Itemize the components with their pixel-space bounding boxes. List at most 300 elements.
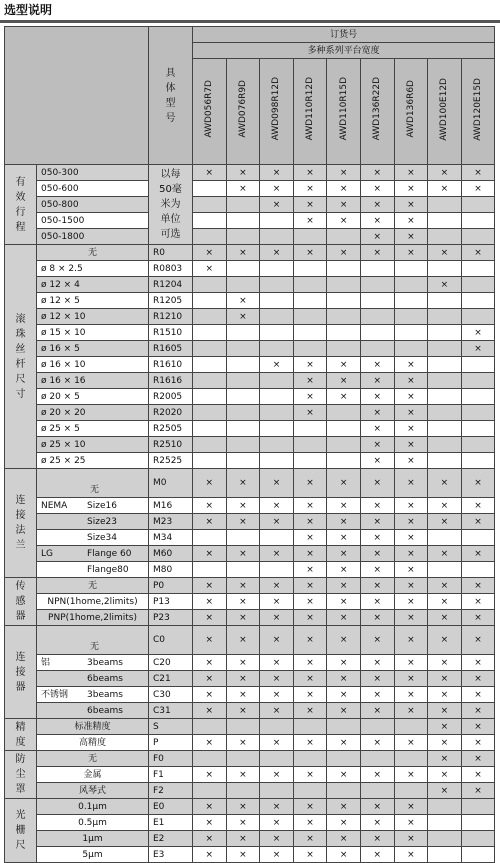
compat-cell — [260, 783, 294, 799]
compat-cell: × — [327, 514, 361, 530]
compat-cell: × — [428, 578, 462, 594]
compat-cell: × — [193, 165, 227, 181]
compat-cell: × — [360, 546, 394, 562]
code-note-line: 可选 — [160, 229, 181, 240]
table-row — [5, 341, 495, 357]
option-name — [37, 687, 149, 703]
compat-cell — [226, 325, 260, 341]
compat-cell: × — [394, 671, 428, 687]
table-row — [5, 498, 495, 514]
compat-cell — [428, 453, 462, 469]
compat-cell — [360, 751, 394, 767]
compat-cell: × — [293, 610, 327, 626]
compat-cell — [461, 437, 495, 453]
group-label-char: 杆 — [15, 358, 26, 370]
compat-cell — [428, 437, 462, 453]
compat-cell — [461, 357, 495, 373]
compat-cell: × — [461, 594, 495, 610]
compat-cell: × — [428, 767, 462, 783]
compat-cell: × — [394, 373, 428, 389]
compat-cell: × — [394, 610, 428, 626]
compat-cell: × — [226, 546, 260, 562]
table-row — [5, 389, 495, 405]
compat-cell — [293, 783, 327, 799]
table-row — [5, 373, 495, 389]
compat-cell: × — [260, 767, 294, 783]
compat-cell — [260, 229, 294, 245]
compat-cell — [193, 341, 227, 357]
compat-cell: × — [360, 357, 394, 373]
compat-cell: × — [461, 751, 495, 767]
compat-cell — [193, 783, 227, 799]
compat-cell: × — [428, 626, 462, 655]
model-name: AWD110R12D — [305, 77, 316, 141]
compat-cell: × — [327, 703, 361, 719]
compat-cell: × — [461, 325, 495, 341]
compat-cell — [260, 309, 294, 325]
compat-cell — [327, 341, 361, 357]
compat-cell: × — [394, 578, 428, 594]
compat-cell — [327, 293, 361, 309]
compat-cell — [461, 847, 495, 863]
compat-cell: × — [293, 245, 327, 261]
option-code: M34 — [149, 530, 193, 546]
compat-cell — [360, 325, 394, 341]
compat-cell — [394, 719, 428, 735]
compat-cell: × — [360, 514, 394, 530]
group-label-char: 滚 — [15, 313, 26, 325]
compat-cell: × — [293, 373, 327, 389]
compat-cell: × — [394, 767, 428, 783]
compat-cell: × — [360, 165, 394, 181]
table-row — [5, 261, 495, 277]
group-label-char: 感 — [15, 596, 26, 607]
compat-cell — [226, 261, 260, 277]
option-label: 无 — [37, 578, 149, 594]
compat-cell — [327, 421, 361, 437]
compat-cell — [193, 389, 227, 405]
compat-cell: × — [260, 626, 294, 655]
compat-cell: × — [226, 831, 260, 847]
compat-cell: × — [327, 671, 361, 687]
compat-cell: × — [193, 815, 227, 831]
compat-cell: × — [327, 578, 361, 594]
compat-cell: × — [260, 815, 294, 831]
compat-cell — [226, 719, 260, 735]
compat-cell: × — [260, 610, 294, 626]
compat-cell: × — [394, 626, 428, 655]
table-row — [5, 514, 495, 530]
compat-cell — [461, 815, 495, 831]
model-column-header — [461, 59, 495, 165]
compat-cell: × — [226, 309, 260, 325]
option-code: M0 — [149, 469, 193, 498]
compat-cell: × — [360, 421, 394, 437]
compat-cell: × — [293, 181, 327, 197]
option-label: ø 16 × 10 — [37, 357, 149, 373]
group-label-char: 器 — [15, 611, 26, 622]
compat-cell — [461, 309, 495, 325]
code-note-line: 50毫 — [159, 184, 182, 195]
compat-cell — [260, 373, 294, 389]
compat-cell — [293, 437, 327, 453]
compat-cell — [226, 562, 260, 578]
compat-cell: × — [360, 181, 394, 197]
compat-cell: × — [394, 437, 428, 453]
compat-cell — [428, 847, 462, 863]
group-label-char: 尺 — [15, 373, 26, 385]
compat-cell: × — [293, 735, 327, 751]
compat-cell: × — [327, 735, 361, 751]
compat-cell — [193, 309, 227, 325]
compat-cell: × — [428, 498, 462, 514]
compat-cell — [293, 229, 327, 245]
option-label: ø 25 × 25 — [37, 453, 149, 469]
compat-cell: × — [226, 181, 260, 197]
compat-cell — [428, 293, 462, 309]
compat-cell — [293, 341, 327, 357]
option-label: 5μm — [37, 847, 149, 863]
compat-cell: × — [394, 421, 428, 437]
compat-cell: × — [428, 469, 462, 498]
compat-cell — [193, 213, 227, 229]
option-code: F1 — [149, 767, 193, 783]
compat-cell — [226, 341, 260, 357]
option-label: ø 20 × 5 — [37, 389, 149, 405]
model-name: AWD100E12D — [439, 77, 450, 141]
table-row — [5, 671, 495, 687]
compat-cell — [193, 421, 227, 437]
compat-cell — [327, 405, 361, 421]
compat-cell: × — [461, 655, 495, 671]
option-label: ø 20 × 20 — [37, 405, 149, 421]
compat-cell: × — [193, 671, 227, 687]
option-label: Size34 — [87, 532, 117, 543]
compat-cell: × — [360, 767, 394, 783]
compat-cell — [428, 421, 462, 437]
compat-cell: × — [360, 229, 394, 245]
compat-cell — [293, 421, 327, 437]
compat-cell — [226, 751, 260, 767]
compat-cell — [327, 261, 361, 277]
compat-cell — [293, 293, 327, 309]
compat-cell: × — [260, 498, 294, 514]
group-label — [5, 799, 37, 863]
table-row — [5, 578, 495, 594]
code-note-line: 以每 — [160, 169, 181, 180]
compat-cell — [327, 229, 361, 245]
model-column-header — [226, 59, 260, 165]
compat-cell: × — [394, 213, 428, 229]
compat-cell — [226, 530, 260, 546]
compat-cell — [327, 325, 361, 341]
option-name — [37, 655, 149, 671]
option-label: ø 16 × 5 — [37, 341, 149, 357]
option-sub-label: LG — [41, 548, 53, 559]
compat-cell: × — [394, 498, 428, 514]
group-label — [5, 469, 37, 578]
compat-cell: × — [360, 389, 394, 405]
option-label: 050-300 — [37, 165, 149, 181]
compat-cell — [461, 453, 495, 469]
option-label: 6beams — [87, 673, 123, 684]
compat-cell: × — [360, 530, 394, 546]
model-name: AWD098R12D — [271, 77, 282, 141]
compat-cell: × — [428, 719, 462, 735]
compat-cell — [193, 277, 227, 293]
compat-cell: × — [461, 783, 495, 799]
option-code: R1510 — [149, 325, 193, 341]
table-row — [5, 405, 495, 421]
option-label: 标准精度 — [37, 719, 149, 735]
compat-cell: × — [193, 514, 227, 530]
option-code: C30 — [149, 687, 193, 703]
compat-cell — [260, 261, 294, 277]
compat-cell: × — [360, 671, 394, 687]
compat-cell — [461, 293, 495, 309]
option-sub-label: NEMA — [41, 500, 68, 511]
option-code: E2 — [149, 831, 193, 847]
compat-cell — [428, 373, 462, 389]
compat-cell: × — [293, 671, 327, 687]
compat-cell: × — [226, 799, 260, 815]
compat-cell: × — [193, 655, 227, 671]
option-code: R2505 — [149, 421, 193, 437]
compat-cell: × — [293, 626, 327, 655]
table-row — [5, 469, 495, 498]
option-label: Size23 — [87, 516, 117, 527]
compat-cell: × — [461, 165, 495, 181]
compat-cell: × — [394, 530, 428, 546]
compat-cell — [293, 453, 327, 469]
option-code: M16 — [149, 498, 193, 514]
compat-cell: × — [293, 514, 327, 530]
compat-cell — [327, 719, 361, 735]
compat-cell: × — [260, 735, 294, 751]
group-label-char: 效 — [15, 191, 26, 203]
group-label-char: 兰 — [15, 540, 26, 551]
header-row — [5, 27, 495, 43]
group-label — [5, 245, 37, 469]
compat-cell: × — [260, 799, 294, 815]
compat-cell: × — [260, 687, 294, 703]
group-label-char: 有 — [15, 176, 26, 188]
option-label: 3beams — [87, 657, 123, 668]
compat-cell: × — [260, 245, 294, 261]
compat-cell: × — [461, 626, 495, 655]
table-row — [5, 594, 495, 610]
compat-cell: × — [327, 197, 361, 213]
compat-cell — [461, 562, 495, 578]
option-code: M80 — [149, 562, 193, 578]
table-row — [5, 655, 495, 671]
model-column-header — [360, 59, 394, 165]
compat-cell — [293, 261, 327, 277]
compat-cell — [260, 530, 294, 546]
option-code: C20 — [149, 655, 193, 671]
compat-cell: × — [193, 703, 227, 719]
compat-cell: × — [394, 245, 428, 261]
compat-cell — [461, 229, 495, 245]
option-code: F0 — [149, 751, 193, 767]
compat-cell: × — [193, 847, 227, 863]
compat-cell — [260, 213, 294, 229]
table-row — [5, 847, 495, 863]
table-row — [5, 421, 495, 437]
compat-cell — [226, 389, 260, 405]
table-row — [5, 735, 495, 751]
compat-cell: × — [260, 469, 294, 498]
compat-cell — [360, 261, 394, 277]
compat-cell — [428, 405, 462, 421]
table-row — [5, 197, 495, 213]
compat-cell — [461, 389, 495, 405]
compat-cell: × — [193, 498, 227, 514]
page-title: 选型说明 — [4, 3, 53, 17]
compat-cell — [260, 562, 294, 578]
compat-cell — [428, 213, 462, 229]
model-column-header — [193, 59, 227, 165]
compat-cell: × — [360, 562, 394, 578]
option-label: 风琴式 — [37, 783, 149, 799]
compat-cell: × — [260, 594, 294, 610]
compat-cell: × — [327, 815, 361, 831]
compat-cell: × — [260, 831, 294, 847]
compat-cell — [260, 325, 294, 341]
compat-cell — [327, 751, 361, 767]
option-label: 无 — [89, 485, 99, 495]
option-code: E1 — [149, 815, 193, 831]
compat-cell — [226, 405, 260, 421]
compat-cell — [428, 389, 462, 405]
group-label — [5, 626, 37, 719]
compat-cell: × — [394, 357, 428, 373]
compat-cell — [193, 437, 227, 453]
table-row — [5, 213, 495, 229]
table-row — [5, 309, 495, 325]
compat-cell — [461, 405, 495, 421]
model-name: AWD076R9D — [237, 80, 248, 138]
compat-cell: × — [293, 469, 327, 498]
compat-cell — [394, 277, 428, 293]
option-label: 050-1800 — [37, 229, 149, 245]
group-label-char: 丝 — [15, 343, 26, 355]
compat-cell: × — [260, 181, 294, 197]
compat-cell: × — [293, 546, 327, 562]
compat-cell — [327, 437, 361, 453]
compat-cell: × — [360, 815, 394, 831]
table-row — [5, 229, 495, 245]
group-label-char: 防 — [15, 754, 26, 765]
compat-cell: × — [428, 735, 462, 751]
option-name — [37, 562, 149, 578]
compat-cell: × — [260, 847, 294, 863]
option-code: P23 — [149, 610, 193, 626]
table-row — [5, 325, 495, 341]
option-label: 高精度 — [37, 735, 149, 751]
option-label: ø 12 × 10 — [37, 309, 149, 325]
compat-cell — [394, 783, 428, 799]
table-row — [5, 831, 495, 847]
compat-cell: × — [293, 815, 327, 831]
compat-cell: × — [260, 546, 294, 562]
option-label: 无 — [37, 245, 149, 261]
compat-cell: × — [461, 469, 495, 498]
option-code: R1204 — [149, 277, 193, 293]
compat-cell — [394, 309, 428, 325]
option-sub-label: 不锈钢 — [41, 689, 69, 700]
model-column-header — [293, 59, 327, 165]
option-code: R1610 — [149, 357, 193, 373]
option-label: ø 8 × 2.5 — [37, 261, 149, 277]
compat-cell: × — [226, 655, 260, 671]
compat-cell: × — [293, 213, 327, 229]
compat-cell: × — [461, 578, 495, 594]
compat-cell: × — [260, 655, 294, 671]
option-code: R1205 — [149, 293, 193, 309]
compat-cell: × — [394, 831, 428, 847]
compat-cell: × — [461, 498, 495, 514]
group-label-char: 寸 — [15, 388, 26, 400]
compat-cell: × — [360, 373, 394, 389]
option-label: 050-800 — [37, 197, 149, 213]
platform-widths-header: 多种系列平台宽度 — [193, 43, 495, 59]
option-name — [37, 514, 149, 530]
compat-cell: × — [293, 655, 327, 671]
group-label-char: 程 — [15, 221, 26, 233]
compat-cell: × — [394, 687, 428, 703]
compat-cell — [428, 325, 462, 341]
compat-cell — [260, 437, 294, 453]
compat-cell: × — [428, 703, 462, 719]
option-label: 0.5μm — [37, 815, 149, 831]
compat-cell: × — [193, 831, 227, 847]
compat-cell: × — [428, 165, 462, 181]
compat-cell: × — [260, 197, 294, 213]
compat-cell: × — [293, 767, 327, 783]
compat-cell — [260, 389, 294, 405]
option-label: ø 12 × 5 — [37, 293, 149, 309]
compat-cell: × — [327, 687, 361, 703]
compat-cell: × — [327, 767, 361, 783]
compat-cell: × — [226, 469, 260, 498]
compat-cell: × — [293, 405, 327, 421]
compat-cell — [260, 341, 294, 357]
compat-cell: × — [193, 245, 227, 261]
compat-cell: × — [360, 453, 394, 469]
compat-cell — [193, 453, 227, 469]
compat-cell: × — [428, 245, 462, 261]
compat-cell: × — [327, 562, 361, 578]
compat-cell: × — [360, 437, 394, 453]
compat-cell: × — [428, 181, 462, 197]
compat-cell — [327, 453, 361, 469]
option-label: ø 25 × 5 — [37, 421, 149, 437]
option-label: 6beams — [87, 705, 123, 716]
compat-cell — [428, 831, 462, 847]
option-code: S — [149, 719, 193, 735]
group-label-char: 行 — [15, 206, 26, 218]
compat-cell: × — [327, 357, 361, 373]
compat-cell: × — [226, 610, 260, 626]
compat-cell: × — [428, 514, 462, 530]
compat-cell: × — [260, 671, 294, 687]
option-label: 3beams — [87, 689, 123, 700]
compat-cell: × — [293, 165, 327, 181]
compat-cell — [394, 261, 428, 277]
compat-cell: × — [394, 703, 428, 719]
code-note — [149, 165, 193, 245]
